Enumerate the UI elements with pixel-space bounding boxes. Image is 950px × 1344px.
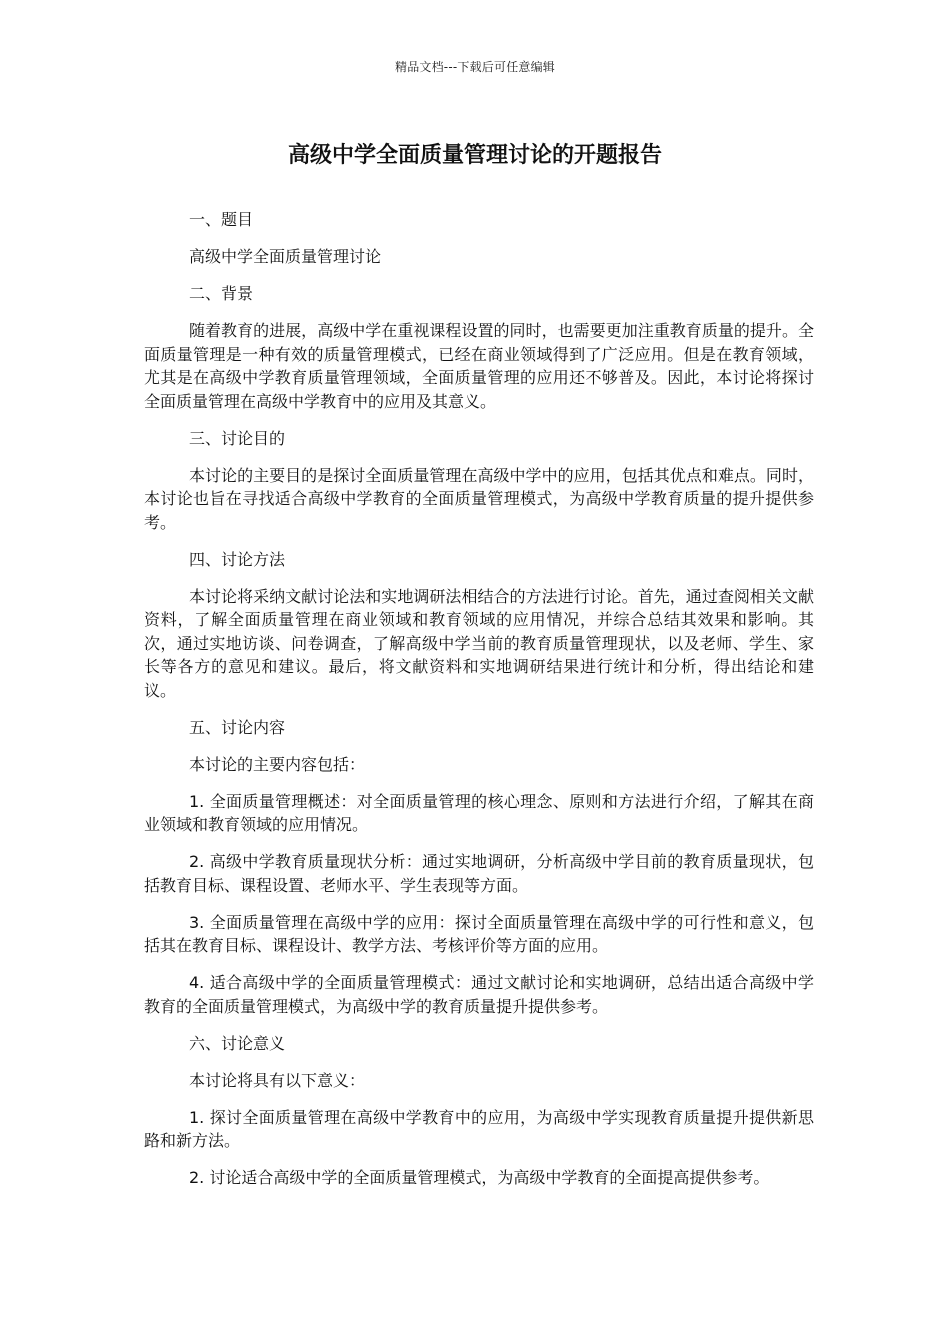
section-heading-method: 四、讨论方法: [189, 549, 286, 569]
section-heading-topic: 一、题目: [189, 210, 254, 229]
section-paragraph: 随着教育的进展，高级中学在重视课程设置的同时，也需要更加注重教育质量的提升。全面质量管理是一种有效的质量管理模式，已经在商业领域得到了广泛应用。但是在教育领域，尤其是在高级中学教育质量管理领域，全面质量管理的应用还不够普及。因此，本讨论将探讨全面质量管理在高级中学教育中的应用及其意义。: [144, 321, 814, 411]
list-item: 3. 全面质量管理在高级中学的应用：探讨全面质量管理在高级中学的可行性和意义，包括其在教育目标、课程设计、教学方法、考核评价等方面的应用。: [144, 912, 814, 955]
page-header-note: 精品文档---下载后可任意编辑: [395, 60, 555, 74]
list-item: 2. 高级中学教育质量现状分析：通过实地调研，分析高级中学目前的教育质量现状，包括教育目标、课程设置、老师水平、学生表现等方面。: [144, 852, 814, 895]
section-heading-content: 五、讨论内容: [189, 717, 286, 737]
list-item: 1. 探讨全面质量管理在高级中学教育中的应用，为高级中学实现教育质量提升提供新思路和新方法。: [144, 1107, 814, 1150]
document-body: [144, 208, 814, 1203]
section-paragraph: 本讨论的主要内容包括：: [189, 754, 366, 774]
section-heading-background: 二、背景: [189, 284, 254, 303]
section-heading-significance: 六、讨论意义: [189, 1033, 286, 1053]
list-item: 2. 讨论适合高级中学的全面质量管理模式，为高级中学教育的全面提高提供参考。: [189, 1168, 770, 1187]
section-paragraph: 本讨论的主要目的是探讨全面质量管理在高级中学中的应用，包括其优点和难点。同时，本讨论也旨在寻找适合高级中学教育的全面质量管理模式，为高级中学教育质量的提升提供参考。: [144, 465, 814, 532]
document-title: 高级中学全面质量管理讨论的开题报告: [287, 143, 662, 168]
section-paragraph: 高级中学全面质量管理讨论: [189, 247, 382, 266]
section-heading-purpose: 三、讨论目的: [189, 428, 286, 448]
list-item: 4. 适合高级中学的全面质量管理模式：通过文献讨论和实地调研，总结出适合高级中学教育的全面质量管理模式，为高级中学的教育质量提升提供参考。: [144, 973, 814, 1016]
section-paragraph: 本讨论将采纳文献讨论法和实地调研法相结合的方法进行讨论。首先，通过查阅相关文献资料，了解全面质量管理在商业领域和教育领域的应用情况，并综合总结其效果和影响。其次，通过实地访谈、问卷调查，了解高级中学当前的教育质量管理现状，以及老师、学生、家长等各方的意见和建议。最后，将文献资料和实地调研结果进行统计和分析，得出结论和建议。: [144, 586, 814, 700]
section-paragraph: 本讨论将具有以下意义：: [189, 1070, 366, 1090]
list-item: 1. 全面质量管理概述：对全面质量管理的核心理念、原则和方法进行介绍，了解其在商业领域和教育领域的应用情况。: [144, 791, 814, 834]
